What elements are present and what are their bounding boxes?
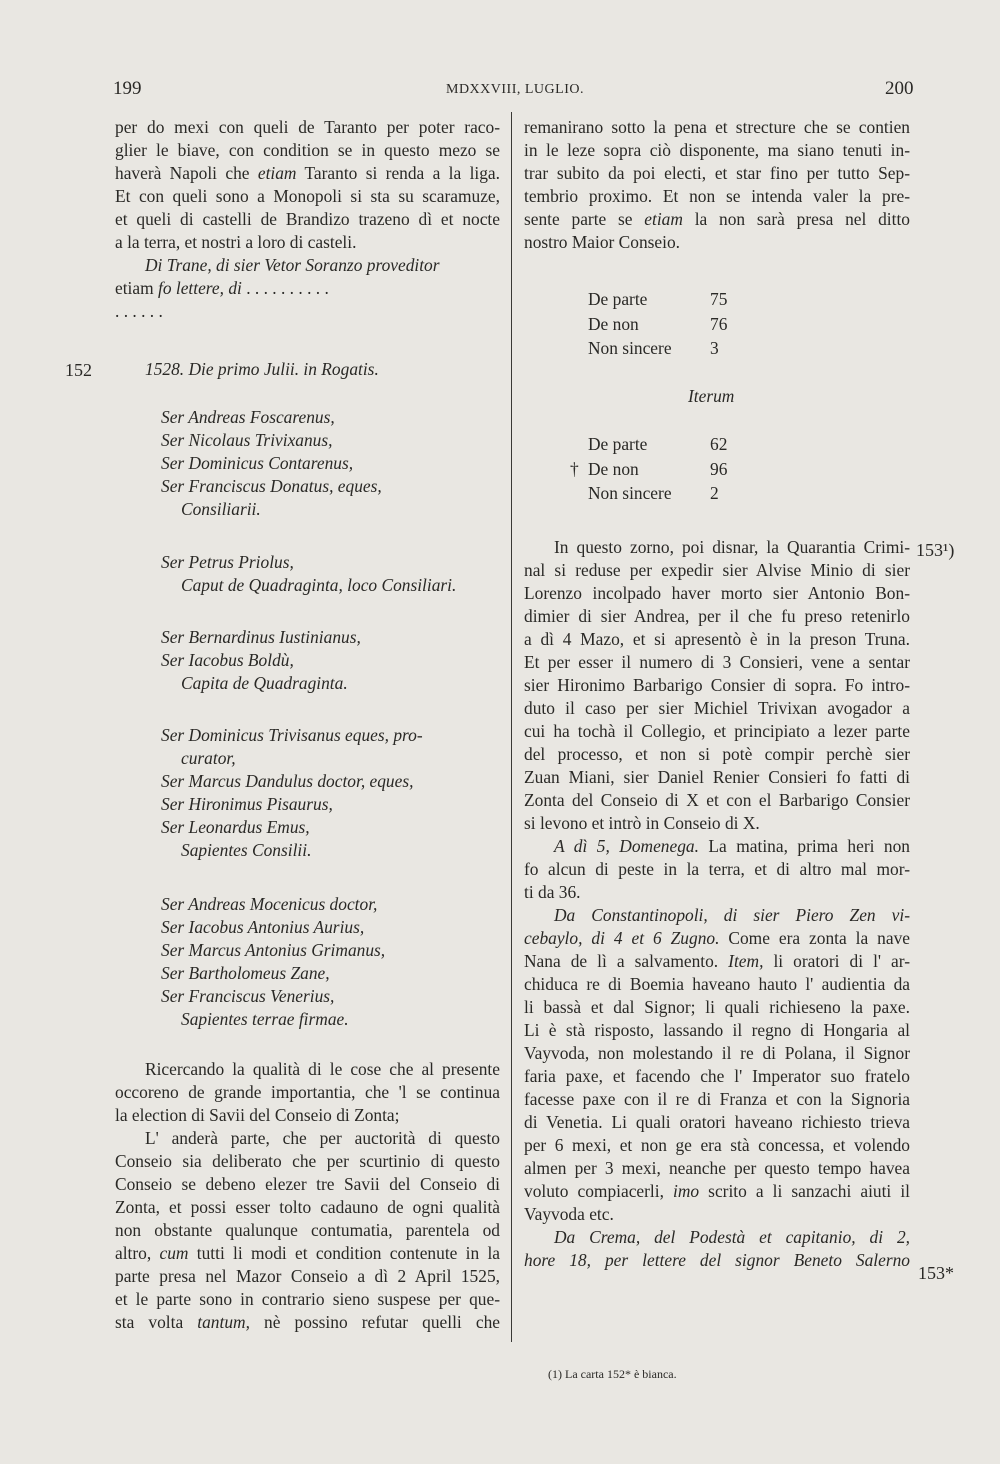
text-line: si levono et intrò in Conseio di X.	[524, 813, 760, 833]
text-line: cebaylo, di 4 et 6 Zugno. Come era zonta la nave	[524, 928, 910, 948]
text-line: ti da 36.	[524, 882, 581, 902]
text-line: duto il caso per sier Michiel Trivixan avogador a	[524, 698, 910, 718]
text-line: Nana de lì a salvamento. Item, li oratori di l' ar-	[524, 951, 911, 971]
text-line: a la terra, et nostri a loro di casteli.	[115, 232, 357, 252]
text-line: Zonta del Conseio di X et con el Barbarigo Consier	[524, 790, 910, 810]
member-name: Ser Marcus Antonius Grimanus,	[161, 940, 386, 960]
member-name-cont: curator,	[181, 748, 236, 768]
text-line: per 6 mexi, et non ge era stà concessa, et volendo	[524, 1135, 910, 1155]
text-line: del processo, et non si potè compir perchè sier	[524, 744, 910, 764]
text-line: chiduca re di Boemia haveano hauto l' audientia da	[524, 974, 910, 994]
member-name: Ser Iacobus Antonius Aurius,	[161, 917, 365, 937]
text-line: sier Hironimo Barbarigo Consier di sopra. Fo intro-	[524, 675, 910, 695]
member-name: Ser Franciscus Donatus, eques,	[161, 476, 382, 496]
text-line: altro, cum tutti li modi et condition contenute in la	[115, 1243, 500, 1263]
member-name: Ser Marcus Dandulus doctor, eques,	[161, 771, 414, 791]
text-line: in le leze sopra ciò disponente, ma siano tenuti in-	[524, 140, 910, 160]
text-line: occoreno de grande importantia, che 'l se continua	[115, 1082, 500, 1102]
text-line: glier le biave, con condition se in questo mezo se	[115, 140, 500, 160]
rogatis-section	[115, 358, 500, 381]
text-line: nostro Maior Conseio.	[524, 232, 681, 252]
text-line: L' anderà parte, che per auctorità di questo	[145, 1128, 500, 1148]
text-line: di Venetia. Li quali oratori haveano richiesto trieva	[524, 1112, 910, 1132]
text-line: Et per esser il numero di 3 Consieri, vene a sentar	[524, 652, 910, 672]
text-line: dimier di sier Andrea, per il che fu preso retenirlo	[524, 606, 910, 626]
text-line: nal si reduse per expedir sier Alvise Minio di sier	[524, 560, 910, 580]
dateline: 1528. Die primo Julii. in Rogatis.	[145, 359, 379, 379]
text-line: facesse paxe con il re di Franza et con la Signoria	[524, 1089, 910, 1109]
text-line: Et con queli sono a Monopoli si sta su scaramuze,	[115, 186, 500, 206]
paragraph-taranto	[115, 116, 500, 254]
text-line: hore 18, per lettere del signor Beneto Salerno	[524, 1250, 910, 1270]
vote-row: Non sincere 3	[588, 338, 719, 358]
text-line: . . . . . .	[115, 301, 163, 321]
text-line: Conseio se debeno elezer tre Savii del Conseio di	[115, 1174, 500, 1194]
text-line: fo alcun di peste in la terra, et di altro mal mor-	[524, 859, 910, 879]
text-line: et queli di castelli de Brandizo trazeno dì et nocte	[115, 209, 500, 229]
member-name: Ser Dominicus Trivisanus eques, pro-	[161, 725, 423, 745]
sapientes-consilii	[115, 724, 500, 862]
text-line: voluto compiacerli, imo scrito a li sanzachi aiuti il	[524, 1181, 910, 1201]
text-line: haverà Napoli che etiam Taranto si renda a la liga.	[115, 163, 500, 183]
member-name: Ser Dominicus Contarenus,	[161, 453, 354, 473]
text-line: Da Constantinopoli, di sier Piero Zen vi-	[554, 905, 910, 925]
text-line: remanirano sotto la pena et strecture che se contien	[524, 117, 910, 137]
member-name: Ser Franciscus Venerius,	[161, 986, 335, 1006]
text-line: sente parte se etiam la non sarà presa nel ditto	[524, 209, 910, 229]
vote-row: De parte 75	[588, 289, 728, 309]
group-title: Sapientes Consilii.	[181, 840, 312, 860]
text-line: et le parte sono in contrario sieno suspese per que-	[115, 1289, 500, 1309]
paragraph-quarantia	[524, 536, 910, 1272]
sapientes-terrae-firmae	[115, 893, 500, 1031]
vote-tally-2	[588, 432, 727, 506]
text-line: Vayvoda, non molestando il re di Polana, il Signor	[524, 1043, 910, 1063]
text-line: Li è stà risposto, lassando il regno di Hongaria al	[524, 1020, 910, 1040]
footnote: (1) La carta 152* è bianca.	[548, 1367, 677, 1381]
iterum-heading: Iterum	[688, 386, 735, 406]
text-line: almen per 3 mexi, neanche per questo tempo havea	[524, 1158, 910, 1178]
text-line: la election di Savii del Conseio di Zonta;	[115, 1105, 400, 1125]
margin-folio-153-verso: 153*	[918, 1263, 954, 1283]
member-name: Ser Hironimus Pisaurus,	[161, 794, 333, 814]
text-line: tembrio proximo. Et non se intenda valer la pre-	[524, 186, 910, 206]
text-line: cui ha tochà il Collegio, et principiato a lezer parte	[524, 721, 910, 741]
member-name: Ser Andreas Foscarenus,	[161, 407, 335, 427]
capita-quadraginta	[115, 626, 500, 695]
councillors-list	[115, 406, 500, 521]
text-line: li bassà et dal Signor; li quali richieseno la paxe.	[524, 997, 910, 1017]
vote-row: De parte 62	[588, 434, 728, 454]
text-line: trar subito da poi electi, et star fino per tutto Sep-	[524, 163, 910, 183]
member-name: Ser Nicolaus Trivixanus,	[161, 430, 333, 450]
margin-folio-153: 153¹)	[916, 540, 955, 560]
caput-quadraginta	[115, 551, 500, 597]
text-line: parte presa nel Mazor Conseio a dì 2 April 1525,	[115, 1266, 500, 1286]
text-line: In questo zorno, poi disnar, la Quarantia Crimi-	[554, 537, 910, 557]
text-line: non obstante qualunque contumatia, parentela od	[115, 1220, 500, 1240]
vote-tally-1	[588, 287, 727, 361]
paragraph-remanirano	[524, 116, 910, 254]
text-line: Zuan Miani, sier Daniel Renier Consieri fo fatti di	[524, 767, 910, 787]
group-title: Sapientes terrae firmae.	[181, 1009, 349, 1029]
member-name: Ser Bartholomeus Zane,	[161, 963, 330, 983]
text-line: Zonta, et possi esser tolto cadauno de ogni qualità	[115, 1197, 500, 1217]
cross-mark: †	[570, 459, 579, 479]
margin-folio-152: 152	[65, 360, 92, 380]
text-line: A dì 5, Domenega. La matina, prima heri non	[554, 836, 910, 856]
text-line: Lorenzo incolpado haver morto sier Antonio Bon-	[524, 583, 910, 603]
group-title: Capita de Quadraginta.	[181, 673, 348, 693]
text-line: Vayvoda etc.	[524, 1204, 614, 1224]
vote-row: Non sincere 2	[588, 483, 719, 503]
text-line: faria paxe, et facendo che l' Imperator suo fratelo	[524, 1066, 910, 1086]
text-line: Ricercando la qualità di le cose che al presente	[145, 1059, 500, 1079]
vote-row: De non 96	[588, 458, 728, 479]
text-line: sta volta tantum, nè possino refutar quelli che	[115, 1312, 500, 1332]
text-line: Conseio sia deliberato che per scurtinio di questo	[115, 1151, 500, 1171]
text-line: a dì 4 Mazo, et si apresentò è in la preson Truna.	[524, 629, 910, 649]
text-line: etiam fo lettere, di . . . . . . . . . .	[115, 278, 329, 298]
member-name: Ser Leonardus Emus,	[161, 817, 310, 837]
running-title: MDXXVIII, LUGLIO.	[446, 82, 584, 97]
group-title: Consiliarii.	[181, 499, 261, 519]
paragraph-ricercando	[115, 1058, 500, 1334]
text-line: per do mexi con queli de Taranto per poter raco-	[115, 117, 500, 137]
page-number-left: 199	[113, 78, 142, 99]
page-number-right: 200	[885, 78, 914, 99]
left-column	[115, 116, 500, 323]
vote-row: De non 76	[588, 313, 728, 334]
text-line: Di Trane, di sier Vetor Soranzo proveditor	[145, 255, 440, 275]
text-line: Da Crema, del Podestà et capitanio, di 2,	[554, 1227, 910, 1247]
member-name: Ser Andreas Mocenicus doctor,	[161, 894, 378, 914]
group-title: Caput de Quadraginta, loco Consiliari.	[181, 575, 457, 595]
member-name: Ser Iacobus Boldù,	[161, 650, 294, 670]
member-name: Ser Petrus Priolus,	[161, 552, 294, 572]
column-divider	[511, 112, 512, 1342]
member-name: Ser Bernardinus Iustinianus,	[161, 627, 361, 647]
